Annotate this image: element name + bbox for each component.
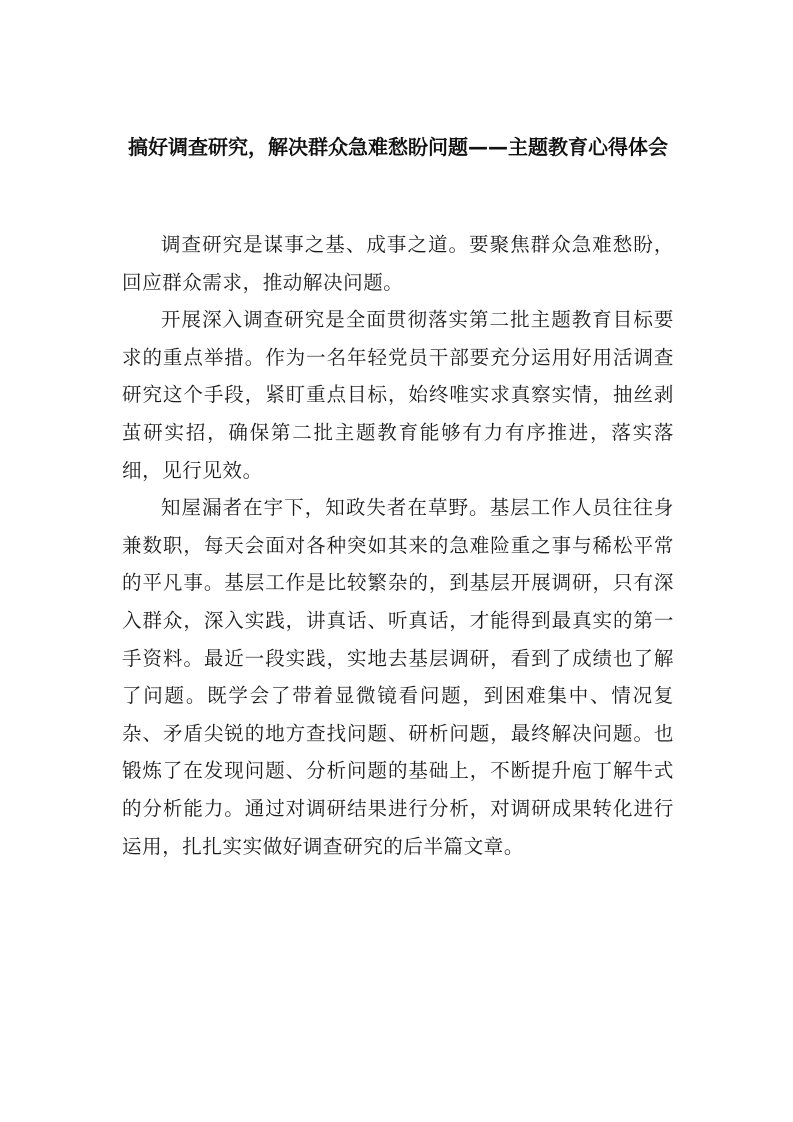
document-body: [122, 226, 674, 865]
paragraph-1: 调查研究是谋事之基、成事之道。要聚焦群众急难愁盼，回应群众需求，推动解决问题。: [122, 233, 674, 294]
paragraph-2: 开展深入调查研究是全面贯彻落实第二批主题教育目标要求的重点举措。作为一名年轻党员干部要充分运用好用活调查研究这个手段，紧盯重点目标，始终唯实求真察实情，抽丝剥茧研实招，确保第二批主题教育能够有力有序推进，落实落细，见行见效。: [122, 308, 674, 482]
paragraph-3: 知屋漏者在宇下，知政失者在草野。基层工作人员往往身兼数职，每天会面对各种突如其来的急难险重之事与稀松平常的平凡事。基层工作是比较繁杂的，到基层开展调研，只有深入群众，深入实践，讲真话、听真话，才能得到最真实的第一手资料。最近一段实践，实地去基层调研，看到了成绩也了解了问题。既学会了带着显微镜看问题，到困难集中、情况复杂、矛盾尖锐的地方查找问题、研析问题，最终解决问题。也锻炼了在发现问题、分析问题的基础上，不断提升庖丁解牛式的分析能力。通过对调研结果进行分析，对调研成果转化进行运用，扎扎实实做好调查研究的后半篇文章。: [122, 496, 674, 858]
document-title: 搞好调查研究，解决群众急难愁盼问题——主题教育心得体会: [128, 135, 668, 159]
